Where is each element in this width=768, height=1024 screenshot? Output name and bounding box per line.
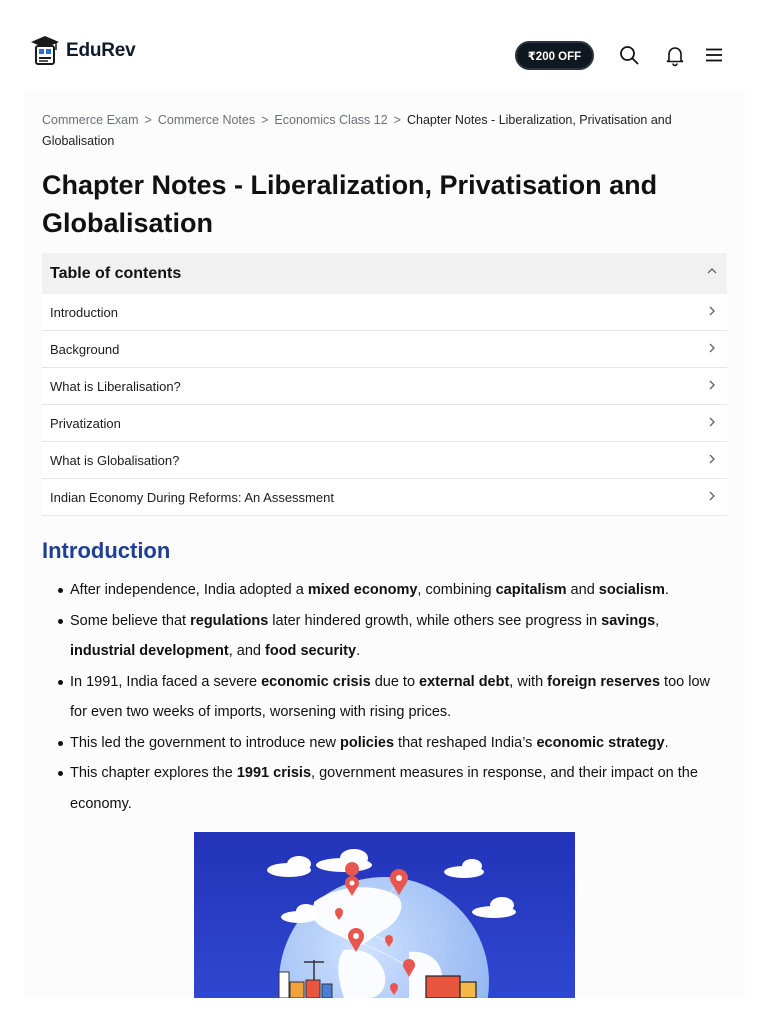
breadcrumb-item-economics-class-12[interactable]: Economics Class 12 [274, 113, 388, 127]
list-item [56, 575, 726, 606]
toc-header[interactable] [42, 253, 727, 294]
bold-term: capitalism [495, 582, 567, 598]
text-run: too low for even two weeks of imports, worsening with rising prices. [70, 673, 710, 720]
offer-button[interactable]: ₹200 OFF [515, 41, 594, 70]
text-run: This led the government to introduce new [70, 734, 341, 751]
breadcrumb-separator: > [393, 113, 401, 127]
bold-term: industrial development [70, 643, 229, 659]
toc-item-label: Privatization [50, 415, 121, 431]
chevron-right-icon [705, 452, 719, 469]
bold-term: 1991 crisis [236, 765, 312, 781]
toc-item-privatization[interactable] [42, 405, 727, 442]
toc-title: Table of contents [50, 264, 182, 282]
section-heading-introduction: Introduction [42, 538, 171, 563]
bold-term: economic crisis [261, 673, 371, 690]
bell-icon[interactable] [663, 43, 687, 67]
text-run: . [356, 643, 361, 659]
text-run: This chapter explores the [70, 765, 237, 781]
toc-item-introduction[interactable] [42, 294, 727, 331]
toc-item-globalisation[interactable] [42, 442, 727, 479]
introduction-bullet-list [56, 575, 726, 819]
text-run: due to [370, 673, 420, 690]
text-run: . [664, 734, 669, 751]
text-run: After independence, India adopted a [70, 582, 308, 598]
list-item [56, 728, 726, 759]
bold-term: external debt [419, 673, 510, 690]
chevron-up-icon[interactable] [705, 264, 719, 283]
search-icon[interactable] [617, 43, 641, 67]
list-item [56, 606, 726, 667]
bold-term: socialism [598, 582, 665, 598]
text-run: , combining [417, 582, 496, 598]
bold-term: mixed economy [307, 582, 418, 598]
globalisation-illustration [194, 832, 575, 998]
chevron-right-icon [705, 415, 719, 432]
chevron-right-icon [705, 304, 719, 321]
bold-term: savings [601, 612, 656, 629]
breadcrumb-item-commerce-exam[interactable]: Commerce Exam [42, 113, 139, 127]
text-run: . [664, 582, 669, 598]
bold-term: economic strategy [536, 734, 665, 751]
breadcrumb-current: Chapter Notes - Liberalization, Privatisation and Globalisation [42, 113, 672, 148]
brand-name: EduRev [66, 40, 136, 61]
breadcrumb [42, 110, 732, 152]
breadcrumb-item-commerce-notes[interactable]: Commerce Notes [157, 113, 256, 127]
toc-item-background[interactable] [42, 331, 727, 368]
chevron-right-icon [705, 341, 719, 358]
list-item [56, 758, 726, 819]
toc-item-liberalisation[interactable] [42, 368, 727, 405]
text-run: , with [509, 673, 548, 690]
text-run: In 1991, India faced a severe [70, 673, 262, 690]
list-item [56, 667, 726, 728]
text-run: , and [228, 643, 266, 659]
graduation-cap-logo-icon [30, 34, 60, 68]
breadcrumb-separator: > [144, 113, 152, 127]
breadcrumb-separator: > [261, 113, 269, 127]
toc-item-label: Background [50, 341, 120, 357]
toc-item-label: Introduction [50, 304, 118, 320]
edurev-logo[interactable] [30, 34, 136, 68]
site-header [0, 0, 768, 90]
toc-item-label: Indian Economy During Reforms: An Assessment [50, 489, 334, 505]
page-title: Chapter Notes - Liberalization, Privatisation and Globalisation [42, 170, 658, 238]
bold-term: regulations [190, 612, 269, 629]
text-run: later hindered growth, while others see progress in [268, 612, 602, 629]
chevron-right-icon [705, 378, 719, 395]
text-run: , government measures in response, and their impact on the economy. [70, 765, 698, 812]
text-run: and [566, 582, 599, 598]
text-run: that reshaped India’s [394, 734, 537, 751]
toc-item-label: What is Globalisation? [50, 452, 180, 468]
bold-term: foreign reserves [547, 673, 661, 690]
chevron-right-icon [705, 489, 719, 506]
menu-icon[interactable] [702, 43, 726, 67]
table-of-contents [42, 253, 727, 516]
toc-item-label: What is Liberalisation? [50, 378, 181, 394]
bold-term: food security [265, 643, 357, 659]
bold-term: policies [340, 734, 395, 751]
toc-item-assessment[interactable] [42, 479, 727, 516]
text-run: Some believe that [70, 612, 191, 629]
text-run: , [655, 612, 660, 629]
